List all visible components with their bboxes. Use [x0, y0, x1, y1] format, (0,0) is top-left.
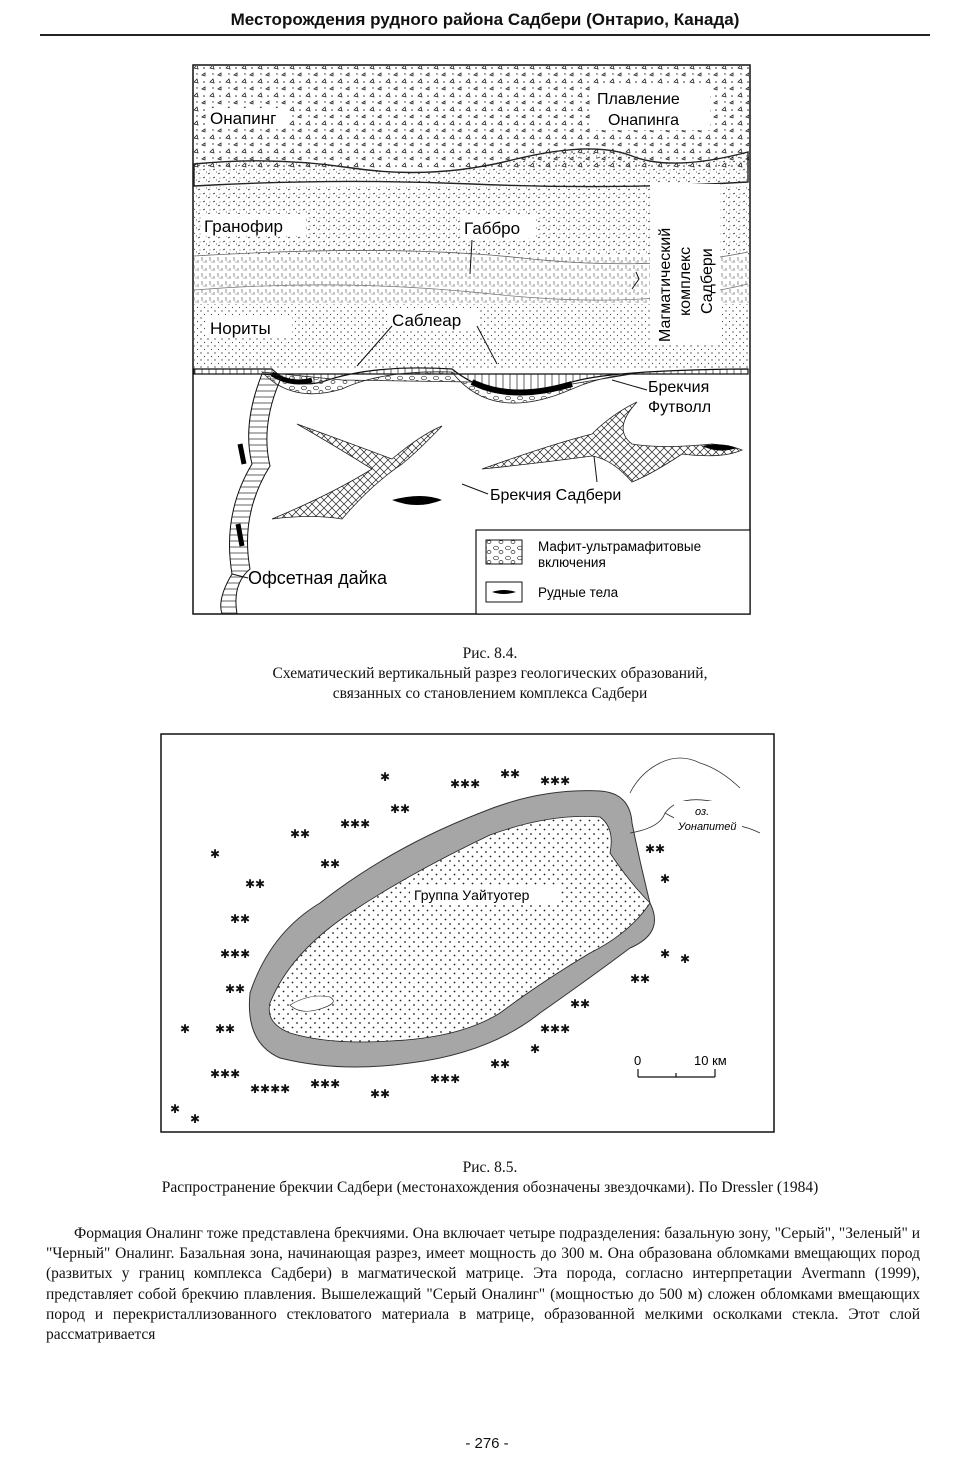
label-complex-line1: Магматический — [657, 227, 674, 342]
svg-text:✱✱✱: ✱✱✱ — [310, 1077, 341, 1091]
svg-text:✱: ✱ — [180, 1022, 191, 1036]
svg-text:✱✱✱✱: ✱✱✱✱ — [250, 1082, 291, 1096]
svg-text:✱✱: ✱✱ — [225, 982, 246, 996]
caption-2-text: Распространение брекчии Садбери (местонахождения обозначены звездочками). По Dressler (1984) — [161, 1179, 819, 1196]
label-melt-line1: Плавление — [597, 91, 680, 108]
figure-map — [160, 733, 775, 1133]
caption-1-line2: связанных со становлением комплекса Садбери — [332, 685, 648, 702]
scale-ten-km: 10 км — [694, 1053, 727, 1068]
caption-1-line1: Схематический вертикальный разрез геологических образований, — [272, 665, 708, 682]
svg-text:✱✱✱: ✱✱✱ — [430, 1072, 461, 1086]
svg-text:✱✱: ✱✱ — [230, 912, 251, 926]
mafic-inclusion-icon — [486, 540, 522, 564]
running-header: Месторождения рудного района Садбери (Онтарио, Канада) — [40, 6, 930, 36]
svg-text:✱✱: ✱✱ — [320, 857, 341, 871]
svg-text:✱✱✱: ✱✱✱ — [340, 817, 371, 831]
label-offset-dike: Офсетная дайка — [248, 568, 388, 588]
svg-text:✱✱: ✱✱ — [500, 767, 521, 781]
scale-zero: 0 — [634, 1053, 642, 1068]
svg-text:✱✱: ✱✱ — [245, 877, 266, 891]
legend — [476, 530, 750, 614]
label-complex-line2: комплекс — [677, 246, 694, 316]
svg-text:✱✱✱: ✱✱✱ — [220, 947, 251, 961]
svg-text:✱✱✱: ✱✱✱ — [210, 1067, 241, 1081]
svg-text:✱✱: ✱✱ — [630, 972, 651, 986]
svg-text:✱✱✱: ✱✱✱ — [540, 1022, 571, 1036]
legend-mafic-line2: включения — [538, 555, 606, 570]
figure-caption-1 — [150, 644, 830, 704]
label-footwall-line1: Брекчия — [648, 379, 710, 396]
label-gabbro: Габбро — [464, 219, 521, 238]
label-whitewater: Группа Уайтуотер — [414, 887, 530, 903]
label-norites: Нориты — [210, 319, 271, 338]
caption-1-number: Рис. 8.4. — [462, 645, 518, 662]
svg-text:✱: ✱ — [190, 1112, 201, 1126]
legend-mafic-line1: Мафит-ультрамафитовые — [538, 539, 702, 554]
svg-text:✱: ✱ — [380, 770, 391, 784]
svg-text:✱✱✱: ✱✱✱ — [450, 777, 481, 791]
svg-text:✱✱: ✱✱ — [645, 842, 666, 856]
svg-text:✱✱: ✱✱ — [215, 1022, 236, 1036]
svg-text:✱: ✱ — [680, 952, 691, 966]
label-lake-line2: Уонапитей — [678, 821, 737, 833]
svg-text:✱✱✱: ✱✱✱ — [540, 774, 571, 788]
label-sudbury-breccia: Брекчия Садбери — [490, 487, 622, 504]
svg-text:✱: ✱ — [170, 1102, 181, 1116]
label-sublayer: Саблеар — [392, 311, 462, 330]
svg-text:✱✱: ✱✱ — [570, 997, 591, 1011]
caption-2-number: Рис. 8.5. — [462, 1159, 518, 1176]
label-onaping: Онапинг — [210, 109, 277, 128]
svg-text:✱: ✱ — [210, 847, 221, 861]
legend-ore-label: Рудные тела — [538, 585, 619, 600]
label-melt-line2: Онапинга — [608, 112, 679, 129]
svg-text:✱: ✱ — [660, 947, 671, 961]
svg-text:✱✱: ✱✱ — [390, 802, 411, 816]
figure-cross-section — [192, 64, 752, 616]
label-granophyre: Гранофир — [204, 217, 283, 236]
body-paragraph: Формация Оналинг тоже представлена брекчиями. Она включает четыре подразделения: базальную зону, "Серый", "Зеленый" и "Черный" Оналинг. Базальная зона, начинающая разрез, имеет мощность до 300 м. Она образована обломками вмещающих пород (развитых у границ комплекса Садбери) в магматической матрице. Эта порода, согласно интерпретации Avermann (1999), представляет собой брекчию плавления. Вышележащий "Серый Оналинг" (мощностью до 500 м) сложен обломками вмещающих пород и перекристаллизованного стекловатого материала в матрице, образованной мелкими осколками стекла. Этот слой рассматривается — [46, 1225, 920, 1344]
svg-text:✱: ✱ — [530, 1042, 541, 1056]
figure-caption-2 — [30, 1158, 950, 1198]
svg-text:✱✱: ✱✱ — [370, 1087, 391, 1101]
svg-text:✱: ✱ — [660, 872, 671, 886]
label-footwall-line2: Футволл — [648, 399, 712, 416]
svg-text:✱✱: ✱✱ — [490, 1057, 511, 1071]
label-lake-line1: оз. — [695, 806, 710, 818]
svg-text:✱✱: ✱✱ — [290, 827, 311, 841]
page-number: - 276 - — [465, 1435, 509, 1452]
label-complex-line3: Садбери — [699, 248, 716, 314]
